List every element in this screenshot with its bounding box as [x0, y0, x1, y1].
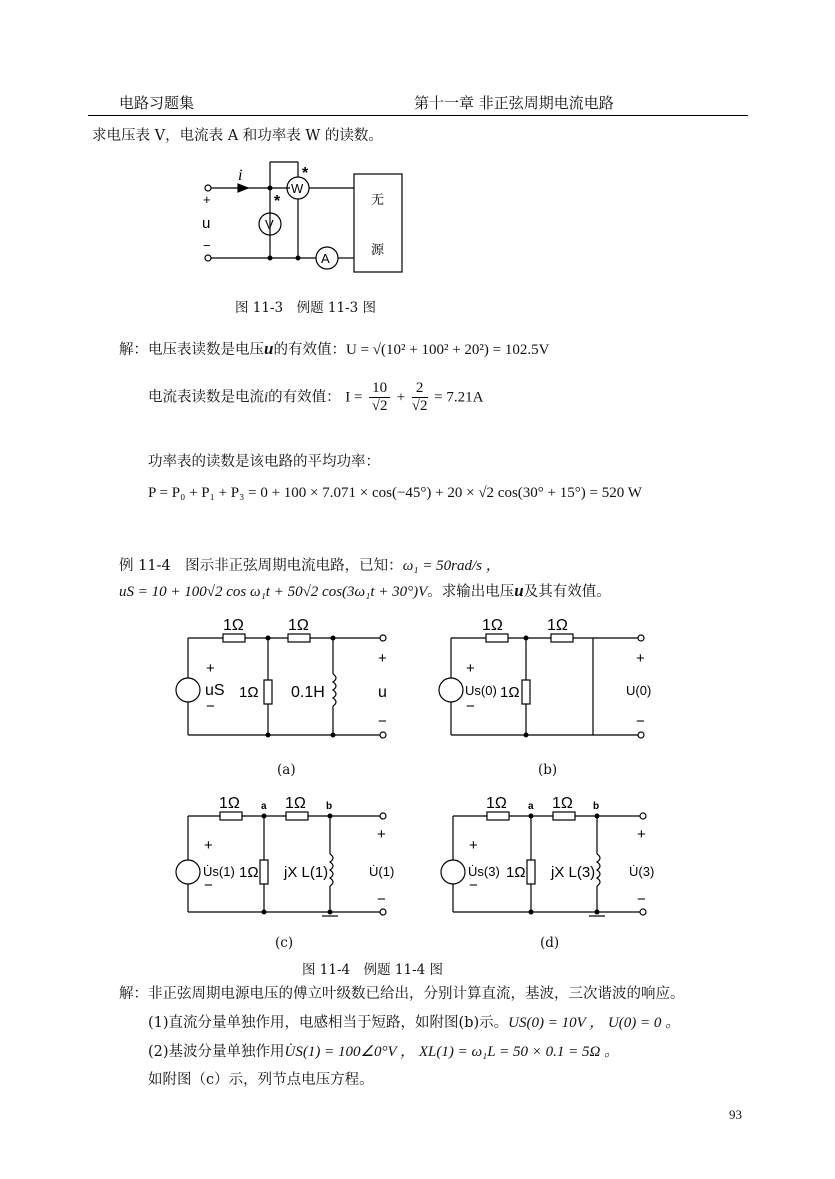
- box-label-1: 无: [371, 192, 385, 207]
- resistor-label: 1Ω: [547, 617, 568, 634]
- minus-sign: −: [377, 891, 386, 908]
- star-mark: *: [274, 193, 281, 210]
- shunt-resistor-label: 1Ω: [239, 684, 259, 701]
- circuit-a: [175, 610, 395, 745]
- resistor-label: 1Ω: [223, 617, 244, 634]
- node-b-label: b: [326, 801, 333, 812]
- solution-line-1: 解：电压表读数是电压u的有效值：U = √(10² + 100² + 20²) = 102.5V: [119, 339, 550, 358]
- inductor-label: jX L(3): [551, 864, 596, 881]
- voltmeter-label: V: [265, 217, 274, 232]
- solution-4-line-3: (2)基波分量单独作用U̇S(1) = 100∠0°V ， XL(1) = ω₁L = 50 × 0.1 = 5Ω 。: [148, 1044, 620, 1060]
- source-label: U̇s(3): [468, 864, 500, 879]
- output-label: U(0): [626, 683, 652, 698]
- minus-sign: −: [206, 698, 215, 715]
- minus-sign: −: [636, 713, 645, 730]
- inductor-label: 0.1H: [291, 684, 325, 701]
- resistor-label: 1Ω: [552, 795, 573, 812]
- minus-sign: −: [378, 713, 387, 730]
- shunt-resistor-label: 1Ω: [500, 684, 520, 701]
- output-label: u: [378, 684, 387, 701]
- source-label: uS: [205, 682, 225, 699]
- plus-sign: +: [206, 660, 215, 677]
- circuit-b: [438, 610, 658, 745]
- minus-sign: −: [466, 698, 475, 715]
- plus-sign: +: [637, 826, 646, 843]
- node-b-label: b: [593, 801, 600, 812]
- node-a-label: a: [528, 801, 534, 812]
- minus-sign: −: [203, 238, 211, 253]
- plus-sign: +: [204, 837, 213, 854]
- minus-sign: −: [469, 877, 478, 894]
- output-label: U̇(1): [369, 864, 395, 879]
- resistor-label: 1Ω: [288, 617, 309, 634]
- resistor-label: 1Ω: [219, 795, 240, 812]
- figure-caption: 图 11-3 例题 11-3 图: [235, 300, 377, 316]
- solution-4-line-4: 如附图（c）示，列节点电压方程。: [148, 1072, 374, 1088]
- solution-line-2: 电流表读数是电流i的有效值： I = $\frac{10}{√2}$ + $\frac{2}{√2}$ = 7.21A: [148, 380, 484, 414]
- source-label: Us(0): [465, 683, 497, 698]
- resistor-label: 1Ω: [486, 795, 507, 812]
- circuit-d: [440, 790, 660, 925]
- question-line: 求电压表 V，电流表 A 和功率表 W 的读数。: [92, 128, 383, 144]
- circuit-a-label: (a): [277, 762, 296, 778]
- current-i-label: i: [238, 167, 243, 184]
- solution-line-3: 功率表的读数是该电路的平均功率：: [148, 454, 380, 470]
- figure-11-3: [190, 158, 410, 276]
- plus-sign: +: [378, 650, 387, 667]
- node-a-label: a: [261, 801, 267, 812]
- solution-4-line-2: (1)直流分量单独作用，电感相当于短路，如附图(b)示。US(0) = 10V ， U(0) = 0 。: [148, 1015, 681, 1031]
- circuit-c: [175, 790, 395, 925]
- wattmeter-label: W: [291, 181, 304, 196]
- shunt-resistor-label: 1Ω: [506, 864, 526, 881]
- circuit-d-label: (d): [540, 935, 560, 951]
- box-label-2: 源: [371, 242, 385, 257]
- minus-sign: −: [637, 891, 646, 908]
- source-label: U̇s(1): [203, 864, 235, 879]
- shunt-resistor-label: 1Ω: [239, 864, 259, 881]
- example-line-1: 例 11-4 图示非正弦周期电流电路，已知：ω₁ = 50rad/s ，: [119, 558, 501, 574]
- ammeter-label: A: [321, 251, 330, 266]
- plus-sign: +: [466, 660, 475, 677]
- plus-sign: +: [203, 192, 211, 207]
- page-number: 93: [729, 1107, 742, 1122]
- circuit-b-label: (b): [538, 762, 558, 778]
- output-label: U̇(3): [629, 864, 655, 879]
- minus-sign: −: [204, 877, 213, 894]
- power-equation: P = P₀ + P₁ + P₃ = 0 + 100 × 7.071 × cos(−45°) + 20 × √2 cos(30° + 15°) = 520 W: [148, 485, 642, 501]
- header-center: 第十一章 非正弦周期电流电路: [414, 94, 614, 112]
- voltage-u-label: u: [202, 215, 211, 232]
- header-rule: [88, 115, 748, 116]
- resistor-label: 1Ω: [285, 795, 306, 812]
- star-mark: *: [302, 165, 309, 182]
- example-line-2: uS = 10 + 100√2 cos ω₁t + 50√2 cos(3ω₁t + 30°)V。求输出电压u及其有效值。: [119, 581, 611, 600]
- plus-sign: +: [636, 650, 645, 667]
- header-left: 电路习题集: [119, 94, 195, 112]
- plus-sign: +: [377, 826, 386, 843]
- plus-sign: +: [469, 837, 478, 854]
- solution-4-line-1: 解：非正弦周期电源电压的傅立叶级数已给出，分别计算直流，基波，三次谐波的响应。: [119, 986, 685, 1002]
- resistor-label: 1Ω: [482, 617, 503, 634]
- circuit-c-label: (c): [275, 935, 294, 951]
- figure-caption: 图 11-4 例题 11-4 图: [302, 962, 444, 978]
- inductor-label: jX L(1): [284, 864, 329, 881]
